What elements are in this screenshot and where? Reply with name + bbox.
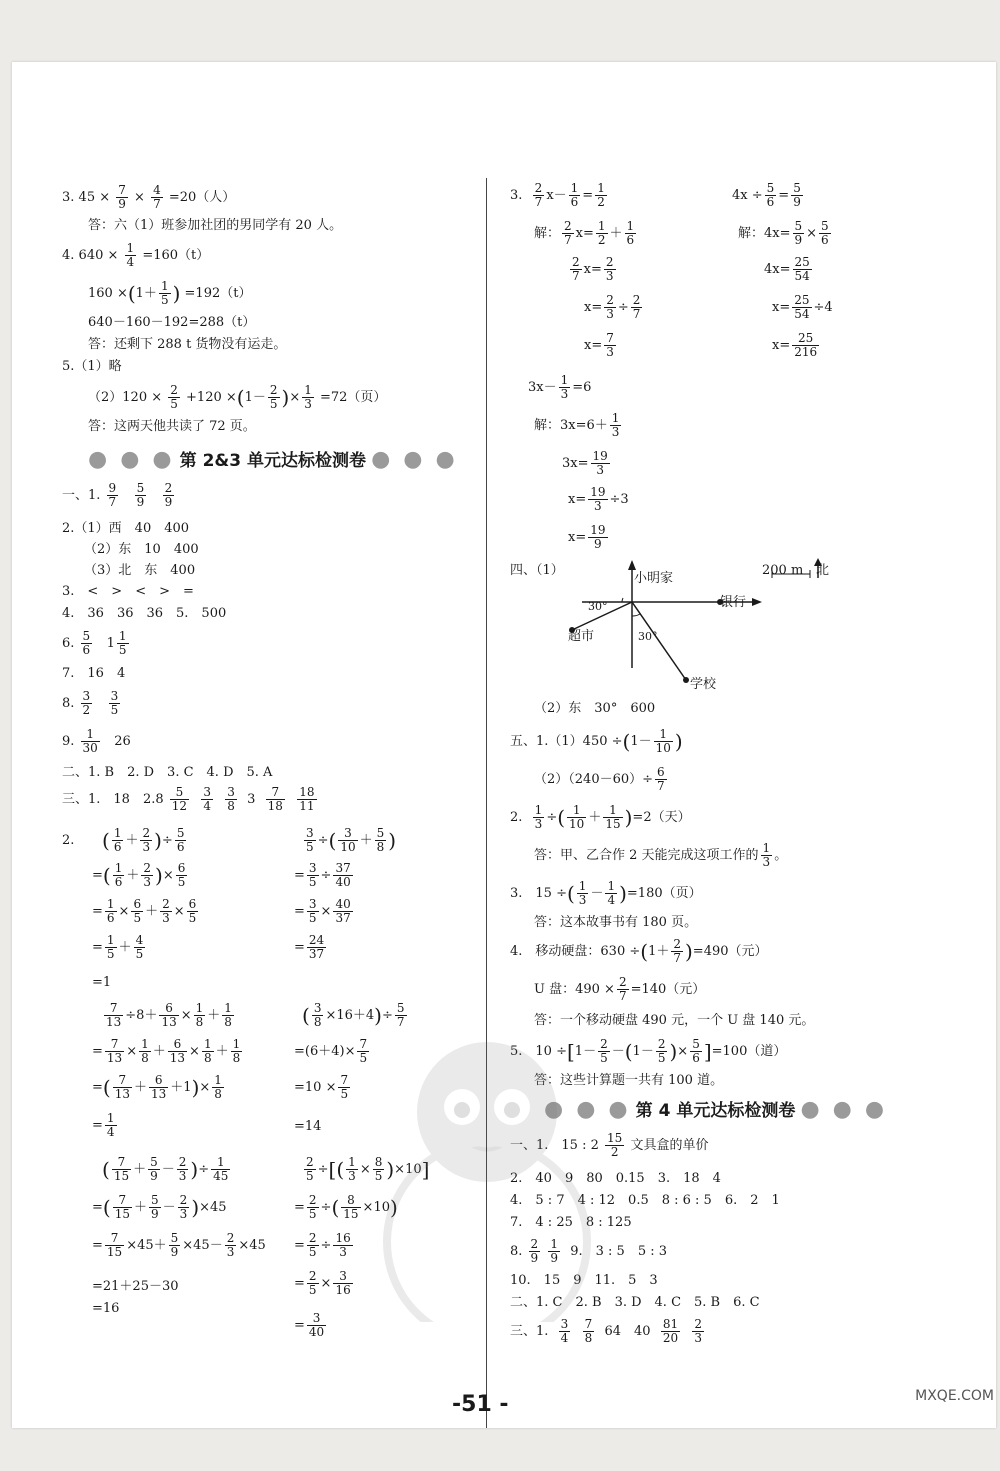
calc-a4: = $\frac{1}{5}$ ＋ $\frac{4}{5}$ bbox=[92, 933, 144, 961]
calc-c3: = $\frac{7}{15}$ ×45＋ $\frac{5}{9}$ ×45－ $\frac{2}{3}$ ×45 bbox=[92, 1231, 266, 1259]
er-line: 二、1. B 2. D 3. C 4. D 5. A bbox=[62, 765, 273, 780]
q4-line1: 4. 640 × $\frac{1}{4}$ =160（t） bbox=[62, 241, 210, 269]
q4-line3: 640－160－192=288（t） bbox=[88, 315, 256, 330]
si-label: 四、（1） bbox=[510, 563, 564, 578]
calc-c2: =( $\frac{7}{15}$ ＋ $\frac{5}{9}$ － $\frac{2}{3}$ )×45 bbox=[92, 1193, 227, 1221]
y7-line: 7. 16 4 bbox=[62, 666, 126, 681]
wu-line2: （2）（240－60）÷ $\frac{6}{7}$ bbox=[534, 765, 665, 793]
y3-line: 3. < > < > = bbox=[62, 584, 194, 599]
calc-b3: =( $\frac{7}{13}$ ＋ $\frac{6}{13}$ ＋1)× $\frac{1}{8}$ bbox=[92, 1073, 222, 1101]
calc-e4: =14 bbox=[294, 1119, 322, 1134]
calc-c5: =16 bbox=[92, 1301, 120, 1316]
s4-2-line: 2. 40 9 80 0.15 3. 18 4 bbox=[510, 1171, 721, 1186]
s4-7-line: 7. 4 : 25 8 : 125 bbox=[510, 1215, 632, 1230]
calc-e1: ( $\frac{3}{8}$ ×16＋4)÷ $\frac{5}{7}$ bbox=[302, 1001, 405, 1029]
calc-f3: = $\frac{2}{5}$ ÷ $\frac{16}{3}$ bbox=[294, 1231, 351, 1259]
calc-f1: $\frac{2}{5}$ ÷[( $\frac{1}{3}$ × $\frac{8}{5}$ )×10] bbox=[306, 1155, 430, 1183]
mascot-watermark bbox=[372, 1022, 602, 1322]
q5-answer: 答：这两天他共读了 72 页。 bbox=[88, 419, 256, 434]
s4-san-line: 三、1. $\frac{3}{4}$ $\frac{7}{8}$ 64 40 $\frac{81}{20}$ $\frac{2}{3}$ bbox=[510, 1317, 703, 1345]
label-school: 学校 bbox=[690, 677, 717, 692]
label-north: 北 bbox=[816, 563, 830, 578]
calc-d2: = $\frac{3}{5}$ ÷ $\frac{37}{40}$ bbox=[294, 861, 351, 889]
y2-line2: （2）东 10 400 bbox=[84, 542, 199, 557]
calc-b2: = $\frac{7}{13}$ × $\frac{1}{8}$ ＋ $\frac{6}{13}$ × $\frac{1}{8}$ ＋ $\frac{1}{8}$ bbox=[92, 1037, 241, 1065]
r-q3-line3: $\frac{2}{7}$ x= $\frac{2}{3}$ bbox=[572, 255, 614, 283]
r-q3c-line: 3. 15 ÷( $\frac{1}{3}$ － $\frac{1}{4}$ )=180（页） bbox=[510, 879, 702, 907]
calc-b4: = $\frac{1}{4}$ bbox=[92, 1111, 115, 1139]
direction-diagram bbox=[562, 558, 902, 698]
q5-line2: （2）120 × $\frac{2}{5}$ +120 ×(1－ $\frac{2}{5}$ )× $\frac{1}{3}$ =72（页） bbox=[88, 383, 387, 411]
san1-line: 三、1. 18 2.8 $\frac{5}{12}$ $\frac{3}{4}$ $\frac{3}{8}$ 3 $\frac{7}{18}$ $\frac{18}{11}$ bbox=[62, 785, 315, 813]
si-answer2: （2）东 30° 600 bbox=[534, 701, 656, 716]
r-q3-line5: x= $\frac{7}{3}$ bbox=[584, 331, 614, 359]
wu-line1: 五、1.（1）450 ÷(1－ $\frac{1}{10}$ ) bbox=[510, 727, 683, 755]
r-q4-line1: 4. 移动硬盘：630 ÷(1＋ $\frac{2}{7}$ )=490（元） bbox=[510, 937, 768, 965]
watermark-stamp: MXQE.COM bbox=[915, 1388, 994, 1404]
r-q3c-line5: x= $\frac{19}{9}$ bbox=[568, 523, 606, 551]
label-bank: 银行 bbox=[720, 595, 747, 610]
calc-f4: = $\frac{2}{5}$ × $\frac{3}{16}$ bbox=[294, 1269, 351, 1297]
r-q3c-line4: x= $\frac{19}{3}$ ÷3 bbox=[568, 485, 629, 513]
s4-er-line: 二、1. C 2. B 3. D 4. C 5. B 6. C bbox=[510, 1295, 760, 1310]
label-angle1: 30° bbox=[588, 600, 608, 613]
calc-c1: ( $\frac{7}{15}$ ＋ $\frac{5}{9}$ － $\frac{2}{3}$ )÷ $\frac{1}{45}$ bbox=[102, 1155, 229, 1183]
calc-a3: = $\frac{1}{6}$ × $\frac{6}{5}$ ＋ $\frac{2}{3}$ × $\frac{6}{5}$ bbox=[92, 897, 197, 925]
calc-f2: = $\frac{2}{5}$ ÷( $\frac{8}{15}$ ×10) bbox=[294, 1193, 398, 1221]
r-q3b-line4: x= $\frac{25}{54}$ ÷4 bbox=[772, 293, 833, 321]
answer-page bbox=[12, 62, 996, 1428]
label-market: 超市 bbox=[568, 629, 595, 644]
calc-e3: =10 × $\frac{7}{5}$ bbox=[294, 1073, 349, 1101]
r-q3-line4: x= $\frac{2}{3}$ ÷ $\frac{2}{7}$ bbox=[584, 293, 641, 321]
q4-line2: 160 ×(1＋ $\frac{1}{5}$ ) =192（t） bbox=[88, 279, 252, 307]
y6-line: 6. $\frac{5}{6}$ 1 $\frac{1}{5}$ bbox=[62, 629, 127, 657]
r-q3c-line3: 3x= $\frac{19}{3}$ bbox=[562, 449, 608, 477]
s4-10-line: 10. 15 9 11. 5 3 bbox=[510, 1273, 658, 1288]
page-number: -51 - bbox=[452, 1392, 509, 1417]
r-q4-line2: U 盘：490 × $\frac{2}{7}$ =140（元） bbox=[534, 975, 706, 1003]
r-q3c-line1: 3x－ $\frac{1}{3}$ =6 bbox=[528, 373, 592, 401]
calc-e2: =(6＋4)× $\frac{7}{5}$ bbox=[294, 1037, 368, 1065]
s4-1-line: 一、1. 15 : 2 $\frac{15}{2}$ 文具盒的单价 bbox=[510, 1131, 709, 1159]
r-q4-answer: 答：一个移动硬盘 490 元，一个 U 盘 140 元。 bbox=[534, 1013, 815, 1028]
calc-2-label: 2. bbox=[62, 833, 75, 848]
y2-line3: （3）北 东 400 bbox=[84, 563, 196, 578]
label-home: 小明家 bbox=[634, 571, 674, 586]
r-q3b-line3: 4x= $\frac{25}{54}$ bbox=[764, 255, 810, 283]
calc-c4: =21＋25－30 bbox=[92, 1279, 179, 1294]
calc-d1: $\frac{3}{5}$ ÷( $\frac{3}{10}$ ＋ $\frac{5}{8}$ ) bbox=[306, 826, 397, 854]
r-q3b-line2: 解：4x= $\frac{5}{9}$ × $\frac{5}{6}$ bbox=[738, 219, 829, 247]
r-q3b-line5: x= $\frac{25}{216}$ bbox=[772, 331, 818, 359]
section-header-4: ● ● ● 第 4 单元达标检测卷 ● ● ● bbox=[544, 1097, 888, 1122]
calc-a1: ( $\frac{1}{6}$ ＋ $\frac{2}{3}$ )÷ $\frac{5}{6}$ bbox=[102, 826, 185, 854]
y8-line: 8. $\frac{3}{2}$ $\frac{3}{5}$ bbox=[62, 689, 119, 717]
y2-line1: 2.（1）西 40 400 bbox=[62, 521, 190, 536]
calc-d3: = $\frac{3}{5}$ × $\frac{40}{37}$ bbox=[294, 897, 351, 925]
calc-a2: =( $\frac{1}{6}$ ＋ $\frac{2}{3}$ )× $\frac{6}{5}$ bbox=[92, 861, 186, 889]
q4-answer: 答：还剩下 288 t 货物没有运走。 bbox=[88, 337, 287, 352]
calc-b1: $\frac{7}{13}$ ÷8＋ $\frac{6}{13}$ × $\frac{1}{8}$ ＋ $\frac{1}{8}$ bbox=[106, 1001, 232, 1029]
q3-answer: 答：六（1）班参加社团的男同学有 20 人。 bbox=[88, 218, 343, 233]
r-q3-line2: 解： $\frac{2}{7}$ x= $\frac{1}{2}$ ＋ $\frac{1}{6}$ bbox=[534, 219, 635, 247]
q5-line1: 5.（1）略 bbox=[62, 359, 122, 374]
label-angle2: 30° bbox=[638, 630, 658, 643]
y9-line: 9. $\frac{1}{30}$ 26 bbox=[62, 727, 131, 755]
r-q3c-line2: 解：3x=6＋ $\frac{1}{3}$ bbox=[534, 411, 620, 439]
r-q3c-answer: 答：这本故事书有 180 页。 bbox=[534, 915, 698, 930]
y4-line: 4. 36 36 36 5. 500 bbox=[62, 606, 227, 621]
r-q5-line: 5. 10 ÷[1－ $\frac{2}{5}$ －(1－ $\frac{2}{5}$ )× $\frac{5}{6}$ ]=100（道） bbox=[510, 1037, 787, 1065]
q3-line: 3. 45 × $\frac{7}{9}$ × $\frac{4}{7}$ =20（人） bbox=[62, 183, 236, 211]
r-q2-line: 2. $\frac{1}{3}$ ÷( $\frac{1}{10}$ ＋ $\frac{1}{15}$ )=2（天） bbox=[510, 803, 691, 831]
r-q3b-line1: 4x ÷ $\frac{5}{6}$ = $\frac{5}{9}$ bbox=[732, 181, 801, 209]
r-q5-answer: 答：这些计算题一共有 100 道。 bbox=[534, 1073, 724, 1088]
y1-line: 一、1. $\frac{9}{7}$ $\frac{5}{9}$ $\frac{2}{9}$ bbox=[62, 481, 173, 509]
label-scale: 200 m bbox=[762, 563, 804, 578]
section-header-2-3: ● ● ● 第 2&3 单元达标检测卷 ● ● ● bbox=[88, 447, 458, 472]
r-q3-line1: 3. $\frac{2}{7}$ x－ $\frac{1}{6}$ = $\frac{1}{2}$ bbox=[510, 181, 605, 209]
calc-a5: =1 bbox=[92, 975, 112, 990]
s4-4-line: 4. 5 : 7 4 : 12 0.5 8 : 6 : 5 6. 2 1 bbox=[510, 1193, 780, 1208]
s4-8-line: 8. $\frac{2}{9}$ $\frac{1}{9}$ 9. 3 : 5 5 : 3 bbox=[510, 1237, 668, 1265]
calc-f5: = $\frac{3}{40}$ bbox=[294, 1311, 325, 1339]
calc-d4: = $\frac{24}{37}$ bbox=[294, 933, 325, 961]
r-q2-answer: 答：甲、乙合作 2 天能完成这项工作的 $\frac{1}{3}$ 。 bbox=[534, 841, 788, 869]
